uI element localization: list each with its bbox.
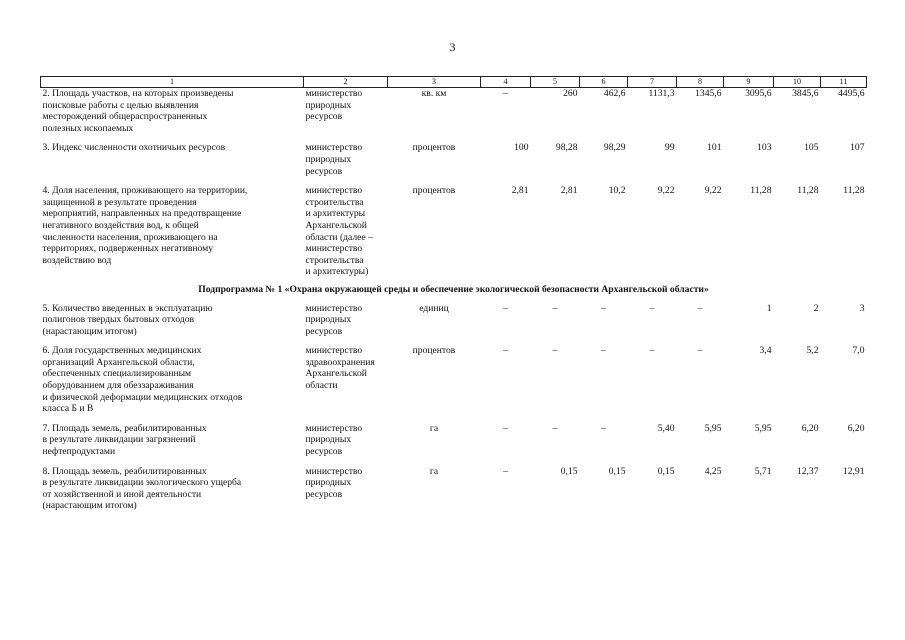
- indicator-name-line: оборудованием для обеззараживания: [42, 380, 194, 392]
- value-cell: 103: [757, 142, 772, 154]
- responsible-body: [304, 466, 388, 512]
- responsible-body-line: природных: [305, 99, 352, 111]
- value-cell: 11,28: [750, 185, 772, 197]
- value-cell: –: [503, 345, 508, 357]
- value-cell: 1131,3: [648, 88, 675, 99]
- indicator-name-line: численности населения, проживающего на: [42, 231, 218, 243]
- responsible-body-line: и архитектуры): [305, 266, 369, 278]
- indicator-name-line: от хозяйственной и иной деятельности: [42, 488, 202, 500]
- value-cell: 105: [804, 142, 819, 154]
- responsible-body: [304, 185, 388, 278]
- indicator-name-line: 5. Количество введенных в эксплуатацию: [42, 302, 213, 314]
- value-cell: 98,29: [603, 142, 626, 154]
- page-number: 3: [449, 40, 456, 54]
- value-cell: 0,15: [560, 465, 578, 477]
- subprogram-heading-row: [41, 278, 867, 303]
- value-cell: 11,28: [797, 185, 819, 197]
- indicator-name-line: защищенной в результате проведения: [42, 196, 197, 208]
- value-cell: –: [552, 302, 558, 314]
- value-cell: 4495,6: [838, 88, 865, 99]
- value-cell: –: [601, 345, 606, 357]
- header-cell: 3: [388, 77, 481, 88]
- indicator-name-line: (нарастающим итогом): [42, 325, 137, 337]
- value-cell: 2: [813, 302, 819, 314]
- responsible-body: [304, 142, 388, 177]
- value-cell: 7,0: [852, 345, 865, 357]
- indicator-row: [41, 142, 867, 177]
- responsible-body-line: природных: [305, 153, 352, 165]
- unit-cell: единиц: [419, 302, 449, 314]
- responsible-body: [304, 423, 388, 458]
- responsible-body-line: области: [305, 380, 338, 392]
- value-cell: –: [697, 302, 703, 314]
- responsible-body-line: здравоохранения: [305, 356, 375, 368]
- responsible-body-line: Архангельской: [305, 368, 367, 380]
- value-cell: 107: [850, 142, 865, 154]
- value-cell: 1345,6: [695, 88, 722, 99]
- value-cell: –: [503, 302, 508, 314]
- unit-cell: процентов: [412, 142, 456, 154]
- header-cell: 1: [41, 77, 304, 88]
- value-cell: 5,95: [754, 422, 772, 434]
- indicator-name-line: и физической деформации медицинских отходов: [42, 391, 243, 403]
- responsible-body-line: природных: [305, 434, 352, 446]
- value-cell: 0,15: [608, 465, 626, 477]
- value-cell: –: [503, 465, 508, 477]
- indicator-name-line: в результате ликвидации экологического ущерба: [42, 477, 242, 489]
- header-cell: 5: [531, 77, 580, 88]
- responsible-body: [304, 303, 388, 338]
- indicator-row: [41, 88, 867, 135]
- value-cell: 101: [707, 142, 722, 154]
- value-cell: –: [601, 422, 606, 434]
- indicators-table: [40, 76, 867, 512]
- unit-cell: га: [429, 422, 439, 434]
- value-cell: 10,2: [608, 185, 626, 197]
- responsible-body-line: строительства: [305, 254, 364, 266]
- unit-cell: га: [429, 465, 439, 477]
- indicator-name-line: воздействию вод: [42, 254, 112, 266]
- indicator-name-line: 2. Площадь участков, на которых произведены: [42, 88, 234, 99]
- value-cell: 12,37: [796, 465, 819, 477]
- responsible-body-line: природных: [305, 314, 352, 326]
- indicator-name-line: 4. Доля населения, проживающего на территории,: [42, 185, 248, 197]
- value-cell: –: [503, 88, 508, 99]
- value-cell: 2,81: [560, 185, 578, 197]
- indicator-row: [41, 423, 867, 458]
- value-cell: 6,20: [847, 422, 865, 434]
- indicator-name-line: обеспеченных специализированным: [42, 368, 192, 380]
- value-cell: 9,22: [657, 185, 675, 197]
- unit-cell: процентов: [412, 345, 456, 357]
- responsible-body-line: и архитектуры: [305, 208, 366, 220]
- value-cell: 4,25: [704, 465, 722, 477]
- value-cell: 9,22: [704, 185, 722, 197]
- value-cell: 98,28: [555, 142, 578, 154]
- indicator-name-line: 7. Площадь земель, реабилитированных: [42, 422, 207, 434]
- value-cell: 99: [664, 142, 675, 154]
- header-cell: 2: [304, 77, 388, 88]
- value-cell: –: [552, 422, 558, 434]
- indicator-row: [41, 466, 867, 512]
- responsible-body-line: природных: [305, 477, 352, 489]
- responsible-body-line: области (далее –: [305, 231, 373, 243]
- responsible-body-line: министерство: [305, 243, 363, 255]
- indicator-name-line: полигонов твердых бытовых отходов: [42, 314, 195, 326]
- header-cell: 4: [481, 77, 531, 88]
- responsible-body: [304, 88, 388, 135]
- indicator-name-line: полезных ископаемых: [42, 122, 134, 134]
- indicator-name-line: 3. Индекс численности охотничьих ресурсов: [42, 142, 226, 154]
- value-cell: 5,71: [754, 465, 772, 477]
- header-cell: 8: [677, 77, 724, 88]
- value-cell: 3845,6: [792, 88, 819, 99]
- indicator-name-line: негативного воздействия вод, к общей: [42, 219, 199, 231]
- indicator-name-line: нефтепродуктами: [42, 446, 116, 458]
- value-cell: 462,6: [603, 88, 626, 99]
- indicator-name: [41, 303, 304, 338]
- header-cell: 6: [580, 77, 628, 88]
- responsible-body-line: ресурсов: [305, 325, 343, 337]
- indicator-name-line: 6. Доля государственных медицинских: [42, 345, 202, 357]
- indicator-name: [41, 88, 304, 135]
- indicator-name: [41, 142, 304, 177]
- responsible-body-line: министерство: [305, 142, 363, 154]
- indicator-name: [41, 345, 304, 415]
- indicator-name-line: в результате ликвидации загрязнений: [42, 434, 196, 446]
- indicator-name: [41, 423, 304, 458]
- responsible-body-line: ресурсов: [305, 488, 343, 500]
- indicator-name-line: 8. Площадь земель, реабилитированных: [42, 465, 207, 477]
- value-cell: 12,91: [842, 465, 865, 477]
- value-cell: 5,40: [657, 422, 675, 434]
- value-cell: –: [697, 345, 703, 357]
- responsible-body-line: министерство: [305, 185, 363, 197]
- responsible-body-line: министерство: [305, 302, 363, 314]
- value-cell: –: [649, 345, 655, 357]
- responsible-body-line: ресурсов: [305, 446, 343, 458]
- header-cell: 10: [774, 77, 821, 88]
- value-cell: –: [552, 345, 558, 357]
- responsible-body-line: министерство: [305, 88, 363, 99]
- value-cell: –: [601, 302, 606, 314]
- value-cell: 3095,6: [745, 88, 772, 99]
- indicator-name-line: месторождений общераспространенных: [42, 111, 208, 123]
- responsible-body-line: министерство: [305, 465, 363, 477]
- indicator-name: [41, 466, 304, 512]
- value-cell: 1: [766, 302, 772, 314]
- value-cell: –: [649, 302, 655, 314]
- column-number-header: [41, 77, 867, 88]
- value-cell: 5,2: [806, 345, 819, 357]
- responsible-body-line: министерство: [305, 422, 363, 434]
- value-cell: 3: [859, 302, 865, 314]
- responsible-body-line: Архангельской: [305, 219, 367, 231]
- indicator-name-line: мероприятий, направленных на предотвращение: [42, 208, 242, 220]
- value-cell: –: [503, 422, 508, 434]
- indicator-row: [41, 185, 867, 278]
- responsible-body: [304, 345, 388, 415]
- indicator-name-line: поисковые работы с целью выявления: [42, 99, 199, 111]
- value-cell: 5,95: [704, 422, 722, 434]
- subprogram-title: Подпрограмма № 1 «Охрана окружающей среды и обеспечение экологической безопасности Архангельской области»: [198, 283, 709, 295]
- header-cell: 7: [628, 77, 677, 88]
- unit-cell: кв. км: [421, 88, 447, 99]
- indicator-row: [41, 345, 867, 415]
- indicator-name-line: (нарастающим итогом): [42, 500, 137, 512]
- value-cell: 100: [514, 142, 529, 154]
- responsible-body-line: ресурсов: [305, 111, 343, 123]
- value-cell: 6,20: [801, 422, 819, 434]
- indicator-name: [41, 185, 304, 278]
- responsible-body-line: ресурсов: [305, 165, 343, 177]
- responsible-body-line: министерство: [305, 345, 363, 357]
- indicator-row: [41, 303, 867, 338]
- header-cell: 9: [724, 77, 774, 88]
- header-cell: 11: [821, 77, 867, 88]
- value-cell: 3,4: [759, 345, 772, 357]
- indicator-name-line: территориях, подверженных негативному: [42, 243, 214, 255]
- unit-cell: процентов: [412, 185, 456, 197]
- value-cell: 0,15: [657, 465, 675, 477]
- indicator-name-line: организаций Архангельской области,: [42, 356, 195, 368]
- responsible-body-line: строительства: [305, 196, 364, 208]
- value-cell: 11,28: [843, 185, 865, 197]
- value-cell: 2,81: [511, 185, 529, 197]
- value-cell: 260: [563, 88, 578, 99]
- indicator-name-line: класса Б и В: [42, 403, 94, 415]
